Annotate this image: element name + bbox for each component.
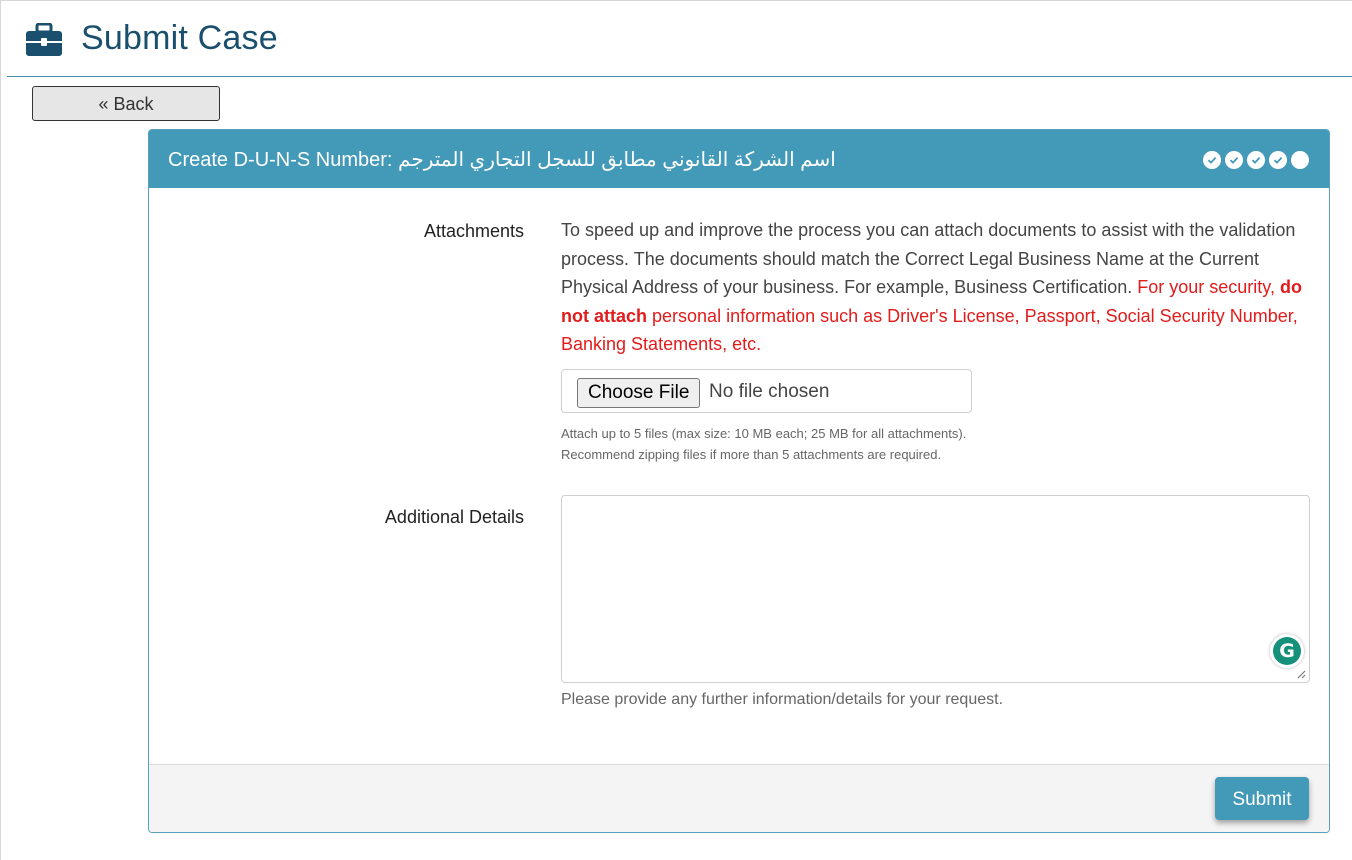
attachments-limit-note [561,423,966,465]
file-status-text: No file chosen [709,381,830,402]
attachments-help-intro: To speed up and improve the process you can attach documents to assist with the validation process. The documents should match the Correct Legal Business Name at the Current Physical Address of your business. For example, Business Certification. [561,220,1296,297]
step-current-dot-icon [1291,151,1309,169]
grammarly-icon[interactable] [1270,634,1304,668]
step-complete-check-icon [1247,151,1265,169]
file-upload-input[interactable] [561,369,972,413]
resize-handle-icon[interactable] [1296,669,1306,679]
additional-details-label: Additional Details [384,507,524,527]
warning-emphasis: do not attach [561,277,1302,326]
progress-steps [1203,151,1309,169]
attachments-note-line: Attach up to 5 files (max size: 10 MB each; 25 MB for all attachments). [561,426,967,441]
attachments-note-line: Recommend zipping files if more than 5 attachments are required. [561,447,942,462]
panel-header [149,130,1329,188]
additional-details-textarea[interactable] [561,495,1310,683]
step-complete-check-icon [1203,151,1221,169]
briefcase-icon [25,23,63,57]
submit-button[interactable]: Submit [1215,777,1309,820]
back-button[interactable]: « Back [32,86,220,121]
warning-suffix: personal information such as Driver's License, Passport, Social Security Number, Banking Statements, etc. [561,305,1298,354]
grammarly-letter: G [1273,637,1301,665]
warning-prefix: For your security, [1137,277,1280,297]
page-title: Submit Case [81,19,278,57]
attachments-help-text [561,216,1309,359]
step-complete-check-icon [1225,151,1243,169]
case-form-panel [148,129,1330,833]
panel-title: Create D-U-N-S Number: اسم الشركة القانوني مطابق للسجل التجاري المترجم [168,149,836,171]
additional-details-help: Please provide any further information/details for your request. [561,691,1004,708]
panel-footer [149,764,1329,833]
choose-file-button[interactable]: Choose File [577,378,700,408]
step-complete-check-icon [1269,151,1287,169]
page-header [7,1,1352,77]
attachments-label: Attachments [423,221,524,241]
